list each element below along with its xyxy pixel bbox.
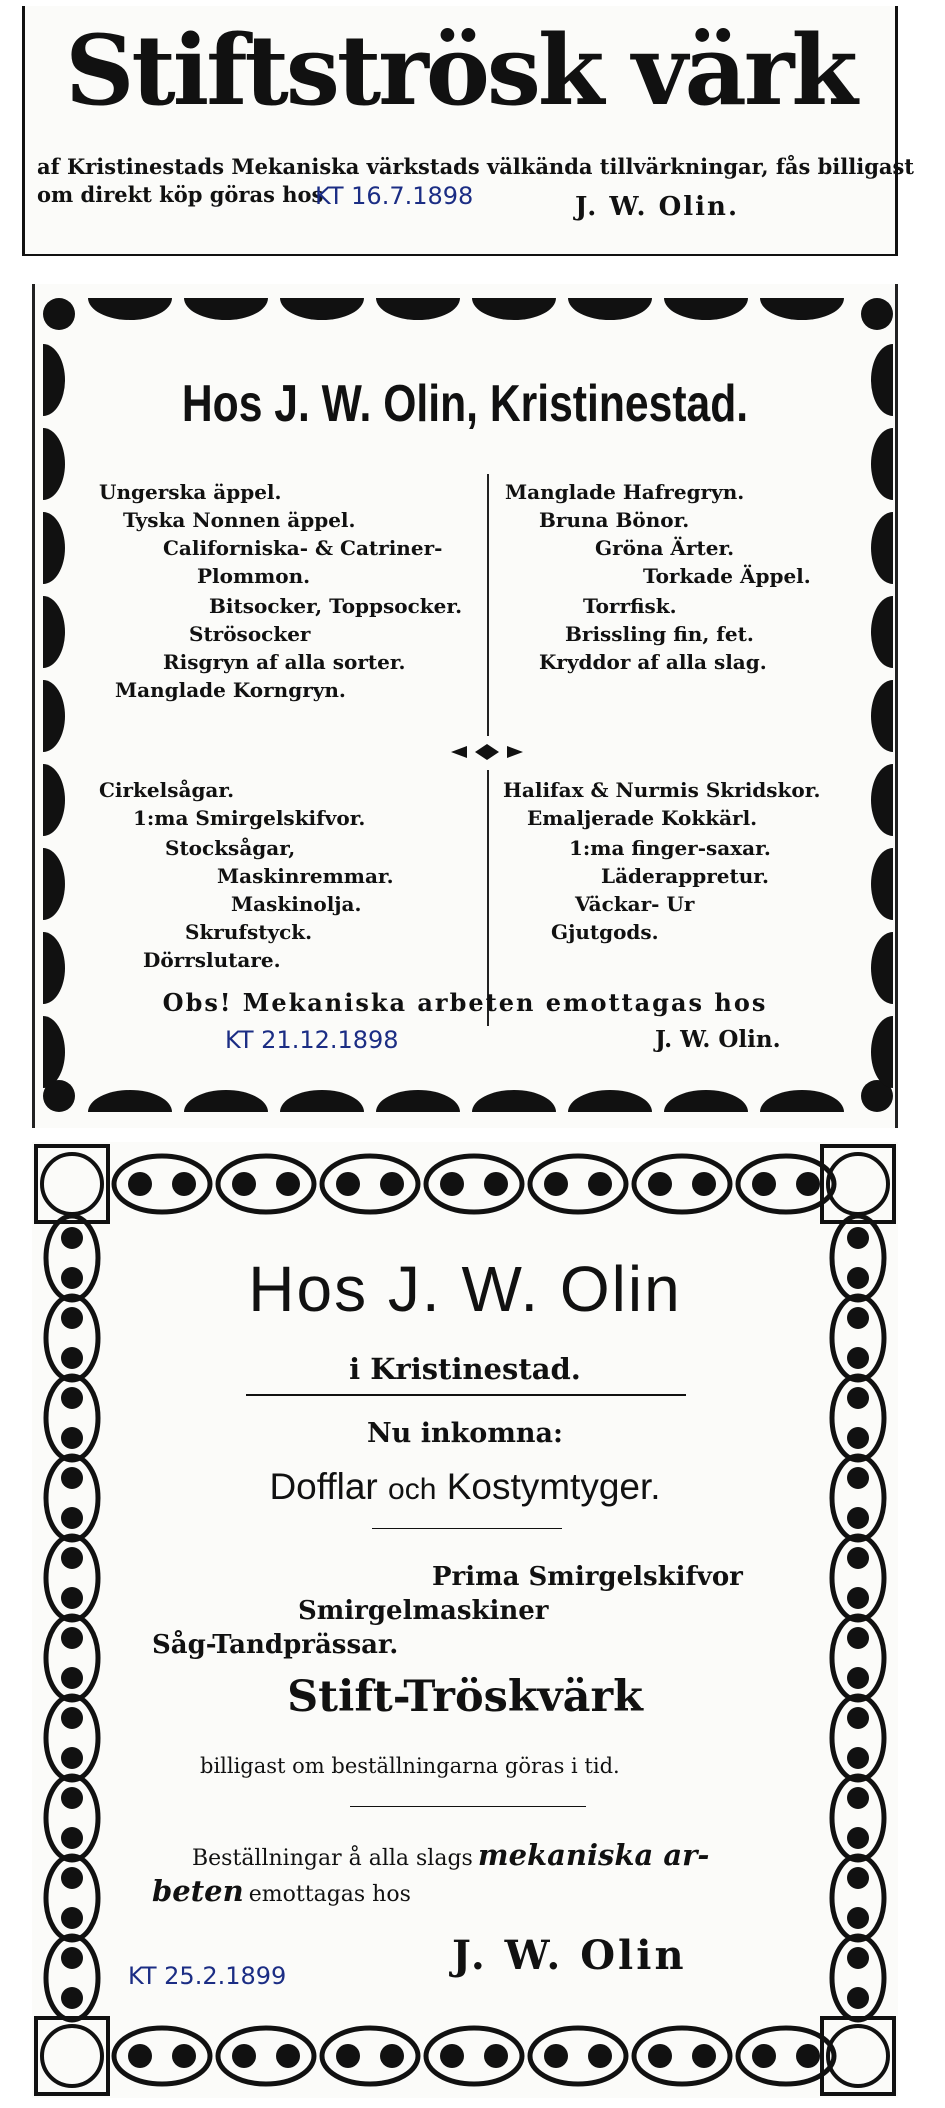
list-item: Cirkelsågar. — [99, 778, 235, 802]
ad3-intro: Nu inkomna: — [367, 1418, 563, 1449]
list-item: 1:ma Smirgelskifvor. — [133, 806, 366, 830]
ad2-divider-ornament — [451, 746, 467, 758]
list-item: Brissling fin, fet. — [565, 622, 754, 646]
list-item: Emaljerade Kokkärl. — [527, 806, 758, 830]
advertisement-olin-kristinestad — [32, 284, 898, 1128]
list-item: Manglade Korngryn. — [115, 678, 346, 702]
list-item: Maskinremmar. — [217, 864, 394, 888]
list-item: Halifax & Nurmis Skridskor. — [503, 778, 821, 802]
ad2-divider-ornament — [507, 746, 523, 758]
list-item: Maskinolja. — [231, 892, 362, 916]
ad3-chain-dot — [232, 1172, 256, 1196]
ad3-corner-ring — [828, 1154, 888, 1214]
ad3-chain-dot — [276, 1172, 300, 1196]
advertisement-stiftstrosk — [22, 6, 915, 256]
list-item: Väckar- Ur — [575, 892, 695, 916]
ad3-chain-dot — [61, 1227, 83, 1249]
list-item: Dörrslutare. — [143, 948, 281, 972]
ad2-headline: Hos J. W. Olin, Kristinestad. — [181, 375, 749, 433]
ad3-product-a: Dofflar — [269, 1466, 378, 1507]
ad3-chain-dot — [172, 1172, 196, 1196]
ad2-border-moon — [43, 848, 65, 920]
ad3-corner-ring — [42, 1154, 102, 1214]
ad3-chain-dot — [128, 1172, 152, 1196]
ad3-orders-line-1 — [192, 1838, 709, 1872]
ad3-chain-dot — [61, 1507, 83, 1529]
ad3-chain-dot — [61, 1907, 83, 1929]
list-item: Plommon. — [197, 564, 311, 588]
ad2-border-moon — [43, 428, 65, 500]
ad2-border-moon — [184, 298, 268, 320]
ad2-border-moon — [568, 1090, 652, 1112]
ad3-chain-dot — [847, 1387, 869, 1409]
ad3-chain-dot — [128, 2044, 152, 2068]
list-item: 1:ma finger-saxar. — [569, 836, 771, 860]
ad1-body-line-2: om direkt köp göras hos — [37, 182, 324, 207]
ad2-date-caption: KT 21.12.1898 — [225, 1026, 399, 1054]
ad2-border-moon — [871, 344, 893, 416]
ad2-column-divider — [487, 474, 489, 736]
ad3-orders-text: Beställningar å alla slags — [192, 1846, 473, 1871]
list-item: Stocksågar, — [165, 836, 296, 860]
ad3-chain-dot — [544, 2044, 568, 2068]
ad3-headline: Hos J. W. Olin — [248, 1253, 682, 1325]
ad3-chain-dot — [847, 1747, 869, 1769]
ad2-divider-ornament — [475, 744, 499, 760]
ad3-chain-dot — [484, 2044, 508, 2068]
ad3-chain-dot — [61, 1547, 83, 1569]
ad3-orders-text: emottagas hos — [248, 1882, 411, 1907]
ad3-chain-dot — [847, 1947, 869, 1969]
ad2-border-moon — [280, 1090, 364, 1112]
ad3-chain-dot — [232, 2044, 256, 2068]
ad3-chain-dot — [648, 1172, 672, 1196]
ad2-border-moon — [472, 1090, 556, 1112]
ad2-border-moon — [871, 848, 893, 920]
ad3-chain-dot — [61, 1827, 83, 1849]
list-item: Gjutgods. — [551, 920, 659, 944]
ad3-orders-italic: mekaniska ar- — [477, 1838, 710, 1872]
ad2-border-moon — [871, 428, 893, 500]
ad3-chain-dot — [847, 1587, 869, 1609]
ad2-obs-notice: Obs! Mekaniska arbeten emottagas hos — [162, 988, 768, 1017]
ad2-border-moon — [280, 298, 364, 320]
list-item: Strösocker — [189, 622, 311, 646]
ad3-rule — [246, 1394, 686, 1396]
ad2-border-moon — [88, 1090, 172, 1112]
ad2-signature: J. W. Olin. — [655, 1026, 781, 1053]
ad3-chain-dot — [61, 1587, 83, 1609]
ad3-product-b: Kostymtyger. — [446, 1466, 661, 1507]
ad3-chain-dot — [336, 2044, 360, 2068]
ad2-corner-dot — [43, 298, 75, 330]
list-item: Skrufstyck. — [185, 920, 313, 944]
ad3-chain-dot — [692, 2044, 716, 2068]
ad3-chain-dot — [440, 2044, 464, 2068]
ad2-border-moon — [43, 596, 65, 668]
ad2-corner-dot — [861, 298, 893, 330]
ad3-chain-dot — [847, 1787, 869, 1809]
ad3-item-2: Smirgelmaskiner — [298, 1596, 549, 1626]
ad2-border-moon — [871, 596, 893, 668]
ad2-border-moon — [760, 298, 844, 320]
ad2-border-moon — [376, 298, 460, 320]
list-item: Torrfisk. — [583, 594, 677, 618]
ad3-signature: J. W. Olin — [452, 1932, 687, 1979]
ad3-subheadline: i Kristinestad. — [349, 1352, 581, 1386]
ad3-chain-dot — [847, 1867, 869, 1889]
list-item: Californiska- & Catriner- — [163, 536, 443, 560]
ad3-chain-dot — [692, 1172, 716, 1196]
ad3-chain-dot — [61, 1747, 83, 1769]
ad2-border-moon — [43, 680, 65, 752]
ad3-chain-dot — [61, 1787, 83, 1809]
ad3-corner-ring — [42, 2026, 102, 2086]
list-item: Risgryn af alla sorter. — [163, 650, 406, 674]
ad3-chain-dot — [847, 1547, 869, 1569]
ad3-item-3: Såg-Tandprässar. — [152, 1630, 399, 1660]
ad1-headline: Stiftströsk värk — [65, 14, 855, 127]
ad2-border-moon — [43, 764, 65, 836]
ad2-border-moon — [871, 680, 893, 752]
ad3-product-och: och — [388, 1473, 437, 1506]
ad3-chain-dot — [847, 1987, 869, 2009]
ad3-chain-dot — [588, 2044, 612, 2068]
ad3-chain-dot — [61, 1627, 83, 1649]
ad3-chain-dot — [796, 2044, 820, 2068]
ad3-chain-dot — [847, 1907, 869, 1929]
ad3-orders-line-2 — [152, 1874, 411, 1908]
ad3-chain-dot — [752, 2044, 776, 2068]
ad3-chain-dot — [336, 1172, 360, 1196]
ad2-border-moon — [664, 1090, 748, 1112]
list-item: Torkade Äppel. — [643, 564, 811, 588]
ad3-chain-dot — [752, 1172, 776, 1196]
ad3-chain-dot — [847, 1627, 869, 1649]
ad3-orders-italic: beten — [152, 1874, 244, 1908]
ad3-chain-dot — [61, 1947, 83, 1969]
ad3-item-1: Prima Smirgelskifvor — [432, 1562, 743, 1592]
list-item: Bitsocker, Toppsocker. — [209, 594, 463, 618]
list-item: Manglade Hafregryn. — [505, 480, 745, 504]
ad3-rule — [372, 1528, 562, 1529]
list-item: Kryddor af alla slag. — [539, 650, 767, 674]
list-item: Bruna Bönor. — [539, 508, 690, 532]
list-item: Läderappretur. — [601, 864, 769, 888]
ad1-signature: J. W. Olin. — [575, 192, 739, 222]
ad2-border-moon — [871, 512, 893, 584]
ad2-border-moon — [664, 298, 748, 320]
ad3-chain-dot — [847, 1827, 869, 1849]
ad3-chain-dot — [588, 1172, 612, 1196]
ad2-border-moon — [568, 298, 652, 320]
ad2-border-moon — [43, 344, 65, 416]
ad2-border-moon — [760, 1090, 844, 1112]
list-item: Gröna Ärter. — [595, 536, 735, 560]
ad3-chain-dot — [276, 2044, 300, 2068]
ad3-chain-dot — [61, 1387, 83, 1409]
ad3-chain-dot — [172, 2044, 196, 2068]
list-item: Ungerska äppel. — [99, 480, 282, 504]
ad3-chain-dot — [847, 1227, 869, 1249]
ad2-border-moon — [43, 512, 65, 584]
ad3-date-caption: KT 25.2.1899 — [128, 1962, 287, 1990]
ad2-border-moon — [376, 1090, 460, 1112]
ad3-rule — [350, 1806, 586, 1807]
ad2-border-moon — [43, 1016, 65, 1088]
advertisement-hos-olin — [32, 1142, 898, 2098]
ad1-date-caption: KT 16.7.1898 — [315, 182, 474, 210]
ad3-chain-dot — [61, 1867, 83, 1889]
ad3-chain-dot — [380, 2044, 404, 2068]
ad2-border-moon — [184, 1090, 268, 1112]
ad3-chain-dot — [440, 1172, 464, 1196]
ad3-chain-dot — [544, 1172, 568, 1196]
ad3-feature: Stift-Tröskvärk — [287, 1672, 643, 1722]
ad3-feature-note: billigast om beställningarna göras i tid. — [200, 1754, 620, 1778]
ad2-border-moon — [871, 1016, 893, 1088]
ad3-chain-dot — [484, 1172, 508, 1196]
ad2-border-moon — [472, 298, 556, 320]
ad2-border-moon — [88, 298, 172, 320]
ad3-chain-dot — [796, 1172, 820, 1196]
ad3-chain-dot — [61, 1987, 83, 2009]
ad3-corner-ring — [828, 2026, 888, 2086]
ad2-border-moon — [871, 764, 893, 836]
ad1-body-line-1: af Kristinestads Mekaniska värkstads välkända tillvärkningar, fås billigast — [37, 154, 915, 179]
ad3-products-line — [32, 1466, 898, 1508]
ad3-chain-dot — [380, 1172, 404, 1196]
ad3-chain-dot — [648, 2044, 672, 2068]
ad3-chain-dot — [847, 1507, 869, 1529]
list-item: Tyska Nonnen äppel. — [123, 508, 356, 532]
